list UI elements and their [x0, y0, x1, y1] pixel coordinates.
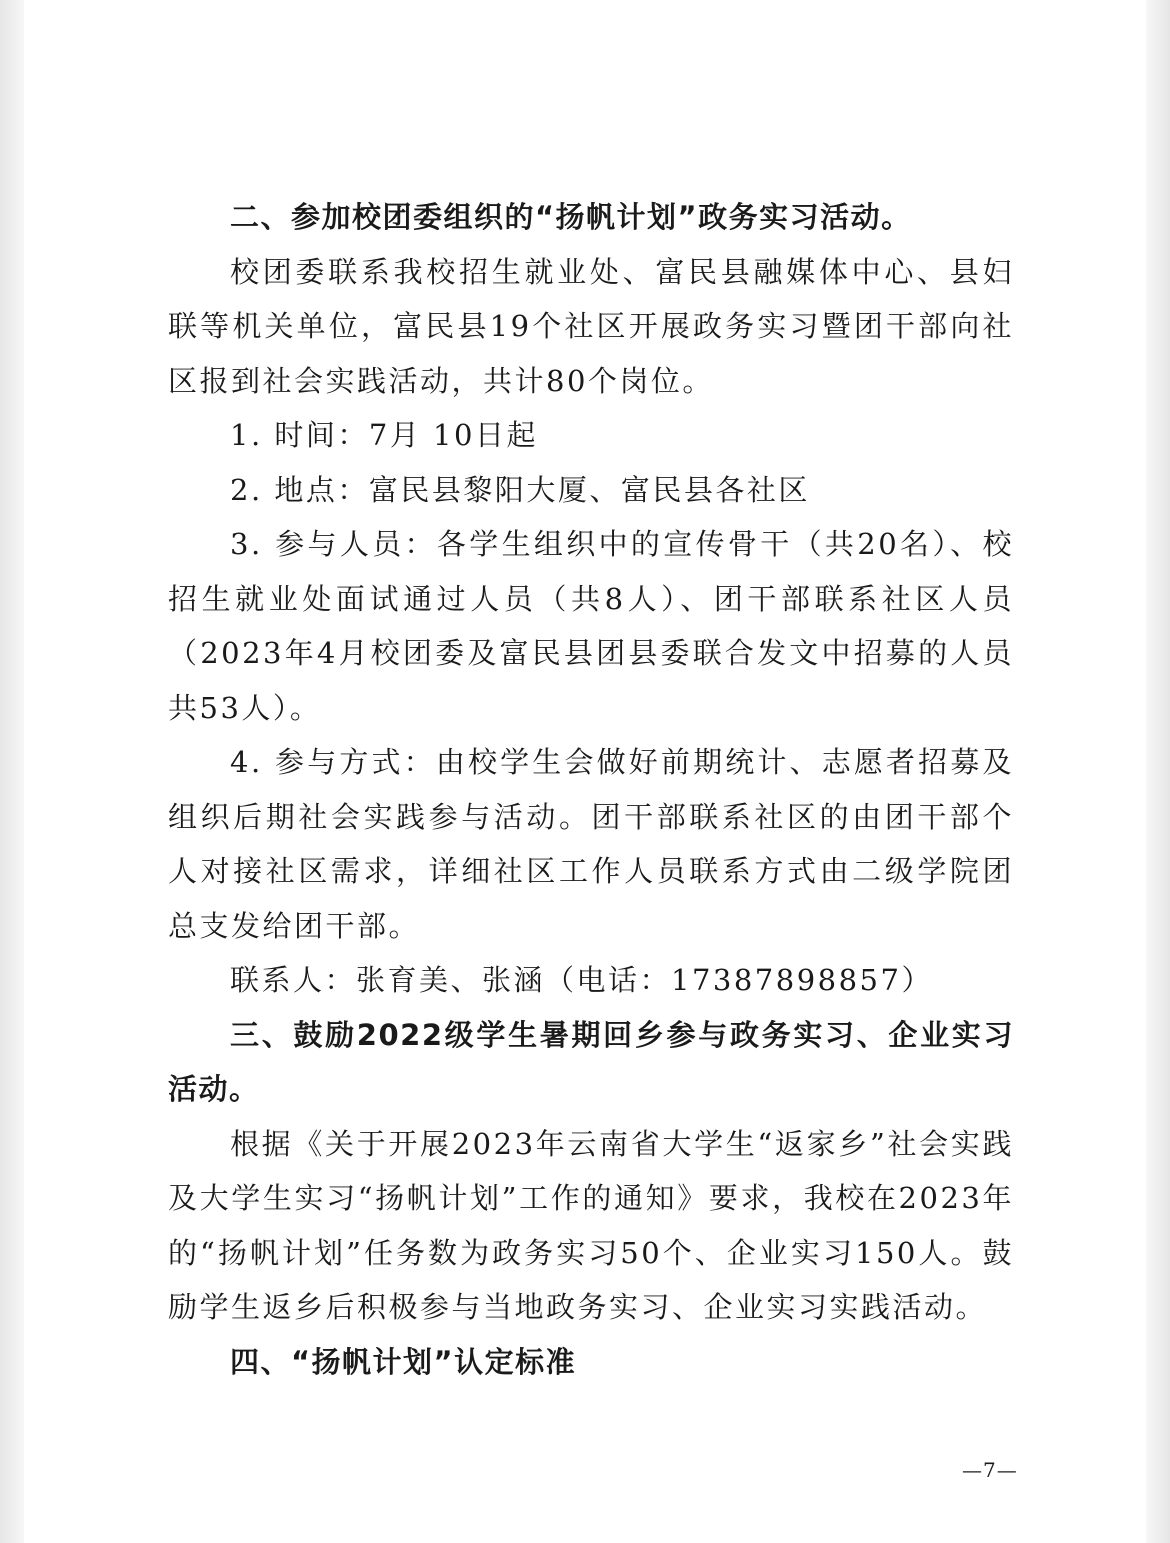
section-2-intro: 校团委联系我校招生就业处、富民县融媒体中心、县妇联等机关单位，富民县19个社区开展政务实习暨团干部向社区报到社会实践活动，共计80个岗位。	[168, 254, 1014, 398]
contact-line: 联系人：张育美、张涵（电话：17387898857）	[230, 963, 933, 997]
document-body	[168, 190, 1014, 1389]
section-heading-3: 三、鼓励2022级学生暑期回乡参与政务实习、企业实习活动。	[168, 1017, 1014, 1106]
page-number: —7—	[962, 1458, 1018, 1482]
page-shadow-left	[0, 0, 24, 1543]
page-shadow-right	[1146, 0, 1170, 1543]
section-heading-2: 二、参加校团委组织的“扬帆计划”政务实习活动。	[230, 200, 912, 234]
section-heading-4: 四、“扬帆计划”认定标准	[230, 1344, 577, 1379]
section-2-item-3: 3. 参与人员：各学生组织中的宣传骨干（共20名）、校招生就业处面试通过人员（共8人）、团干部联系社区人员（2023年4月校团委及富民县团县委联合发文中招募的人员共53人）。	[168, 527, 1014, 725]
section-2-item-4: 4. 参与方式：由校学生会做好前期统计、志愿者招募及组织后期社会实践参与活动。团干部联系社区的由团干部个人对接社区需求，详细社区工作人员联系方式由二级学院团总支发给团干部。	[168, 745, 1014, 943]
section-2-item-2: 2. 地点：富民县黎阳大厦、富民县各社区	[230, 472, 810, 507]
section-3-paragraph: 根据《关于开展2023年云南省大学生“返家乡”社会实践及大学生实习“扬帆计划”工作的通知》要求，我校在2023年的“扬帆计划”任务数为政务实习50个、企业实习150人。鼓励学生返乡后积极参与当地政务实习、企业实习实践活动。	[168, 1126, 1014, 1324]
section-2-item-1: 1. 时间：7月 10日起	[230, 418, 538, 452]
